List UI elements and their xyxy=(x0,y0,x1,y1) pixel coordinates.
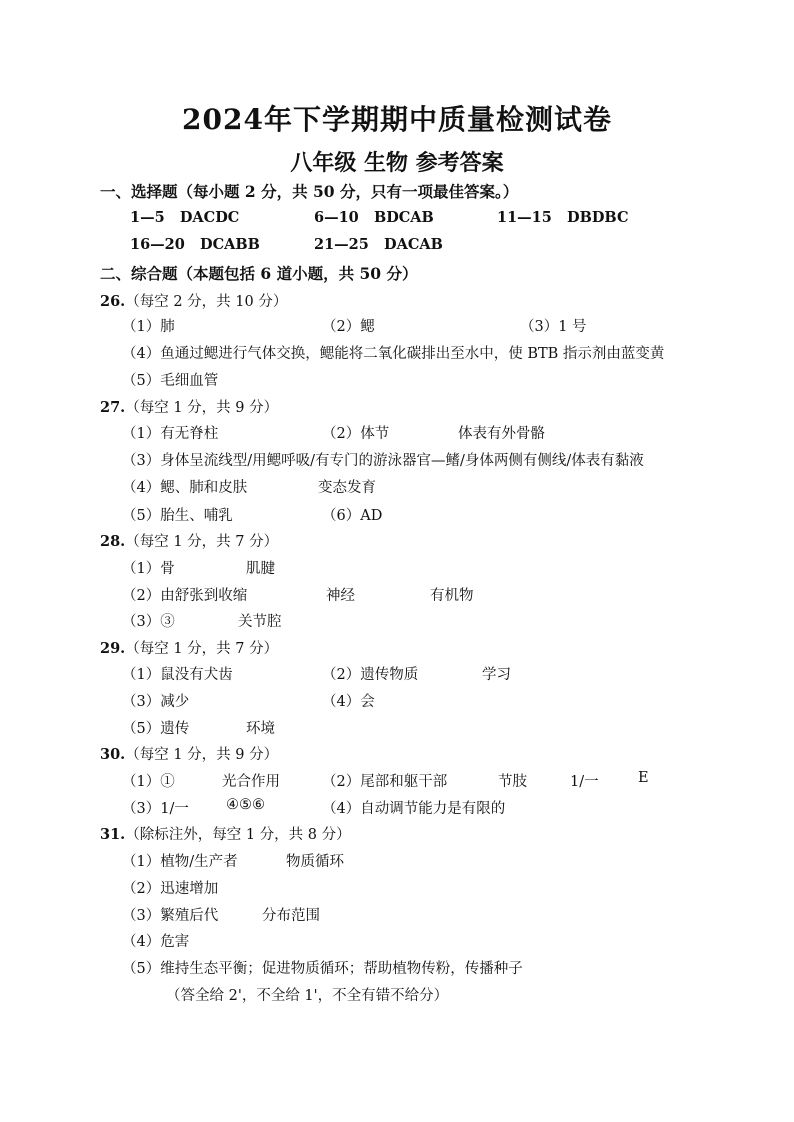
mc-group xyxy=(130,209,239,226)
answer: （2）鳃 xyxy=(322,319,375,335)
question-note: （每空 2 分，共 10 分） xyxy=(125,294,288,310)
answer: （4）会 xyxy=(322,694,375,710)
question-number: 28. xyxy=(100,533,126,550)
mc-answers: DACDC xyxy=(179,209,240,226)
question-header xyxy=(100,637,278,658)
answer: 节肢 xyxy=(498,774,527,790)
answer: （3）③ xyxy=(122,614,175,630)
answer: （4）自动调节能力是有限的 xyxy=(322,801,506,817)
answer: 神经 xyxy=(326,588,355,604)
answer: （1）骨 xyxy=(122,561,175,577)
question-number: 29. xyxy=(100,640,126,657)
question-note: （除标注外，每空 1 分，共 8 分） xyxy=(125,827,351,843)
answer: （2）迅速增加 xyxy=(122,881,219,897)
answer: 变态发育 xyxy=(318,480,376,496)
question-number: 30. xyxy=(100,746,126,763)
answer: （5）胎生、哺乳 xyxy=(122,508,233,524)
answer: E xyxy=(638,770,649,786)
mc-group xyxy=(130,236,260,253)
mc-range: 21—25 xyxy=(314,236,369,253)
question-note: （每空 1 分，共 7 分） xyxy=(125,534,279,550)
answer: ④⑤⑥ xyxy=(226,797,265,813)
question-header xyxy=(100,530,278,551)
answer: 有机物 xyxy=(430,588,474,604)
answer: （4）鱼通过鳃进行气体交换，鳃能将二氧化碳排出至水中，使 BTB 指示剂由蓝变黄 xyxy=(122,346,665,362)
answer: （3）1 号 xyxy=(520,319,587,335)
mc-answers: BDCAB xyxy=(373,209,434,226)
mc-range: 16—20 xyxy=(130,236,185,253)
answer: （1）肺 xyxy=(122,319,175,335)
question-number: 31. xyxy=(100,826,126,843)
answer: （6）AD xyxy=(322,508,383,524)
answer: 环境 xyxy=(246,721,275,737)
mc-range: 6—10 xyxy=(314,209,359,226)
answer: （1）鼠没有犬齿 xyxy=(122,667,233,683)
answer: （5）毛细血管 xyxy=(122,373,219,389)
scoring-note: （答全给 2'，不全给 1'，不全有错不给分） xyxy=(166,988,449,1004)
answer: （4）危害 xyxy=(122,934,190,950)
answer: 学习 xyxy=(482,667,511,683)
answer: （3）减少 xyxy=(122,694,190,710)
answer: （1）有无脊柱 xyxy=(122,426,219,442)
answer: （2）由舒张到收缩 xyxy=(122,588,248,604)
page-subtitle: 八年级 生物 参考答案 xyxy=(290,150,504,176)
answer: （2）尾部和躯干部 xyxy=(322,774,448,790)
answer: 关节腔 xyxy=(238,614,282,630)
answer: 光合作用 xyxy=(222,774,280,790)
answer: 分布范围 xyxy=(262,908,320,924)
mc-answers: DACAB xyxy=(384,236,443,253)
page-title: 2024年下学期期中质量检测试卷 xyxy=(182,103,612,136)
mc-range: 1—5 xyxy=(130,209,165,226)
answer: 体表有外骨骼 xyxy=(458,426,545,442)
answer: （2）遗传物质 xyxy=(322,667,419,683)
question-header xyxy=(100,396,278,417)
question-number: 27. xyxy=(100,399,126,416)
answer: （1）植物/生产者 xyxy=(122,854,238,870)
answer: 1/一 xyxy=(570,774,599,790)
question-header xyxy=(100,290,287,311)
section-1-heading: 一、选择题（每小题 2 分，共 50 分，只有一项最佳答案。） xyxy=(100,182,519,201)
mc-answers: DBDBC xyxy=(567,209,629,226)
question-note: （每空 1 分，共 9 分） xyxy=(125,747,279,763)
answer: 物质循环 xyxy=(286,854,344,870)
question-number: 26. xyxy=(100,293,126,310)
answer: （3）身体呈流线型/用鳃呼吸/有专门的游泳器官—鳍/身体两侧有侧线/体表有黏液 xyxy=(122,453,644,469)
mc-range: 11—15 xyxy=(497,209,552,226)
answer: （1）① xyxy=(122,774,175,790)
answer: （3）1/一 xyxy=(122,801,189,817)
answer: （4）鳃、肺和皮肤 xyxy=(122,480,248,496)
mc-group xyxy=(497,209,629,226)
answer: （5）遗传 xyxy=(122,721,190,737)
mc-group xyxy=(314,209,434,226)
section-2-heading: 二、综合题（本题包括 6 道小题，共 50 分） xyxy=(100,264,418,283)
question-note: （每空 1 分，共 9 分） xyxy=(125,400,279,416)
question-note: （每空 1 分，共 7 分） xyxy=(125,641,279,657)
answer: 肌腱 xyxy=(246,561,275,577)
question-header xyxy=(100,823,351,844)
question-header xyxy=(100,743,278,764)
mc-answers: DCABB xyxy=(200,236,260,253)
answer: （3）繁殖后代 xyxy=(122,908,219,924)
mc-group xyxy=(314,236,443,253)
answer: （5）维持生态平衡；促进物质循环；帮助植物传粉，传播种子 xyxy=(122,961,523,977)
answer: （2）体节 xyxy=(322,426,390,442)
